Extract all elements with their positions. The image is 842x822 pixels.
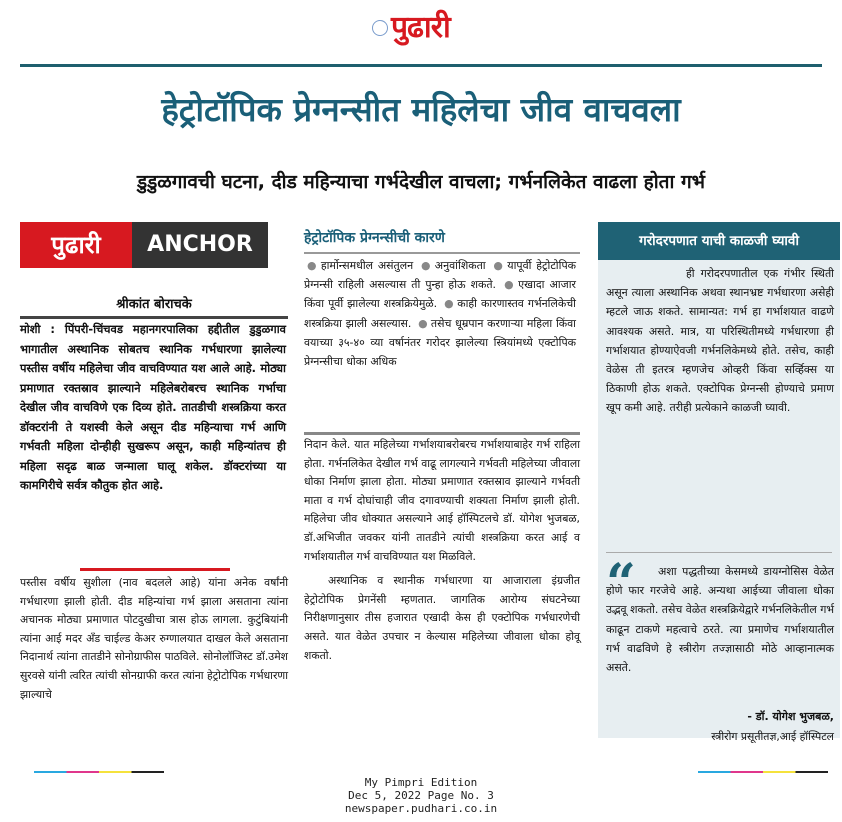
body-divider: [304, 432, 580, 435]
causes-title: हेट्रोटॉपिक प्रेग्नन्सीची कारणे: [304, 230, 445, 246]
body-paragraph: निदान केले. यात महिलेच्या गर्भाशयाबरोबरच गर्भाशयाबाहेर गर्भ राहिला होता. गर्भनलिकेत देखील गर्भ वाढू लागल्याने गर्भवती महिलेच्या जीवाला धोका निर्माण झाला होता. मोठ्या प्रमाणात रक्तस्राव झाल्याने गर्भवती माता व गर्भ दोघांचाही जीव दगावण्याची शक्यता निर्माण झाली होती. महिलेचा जीव धोक्यात असल्याने आई हॉस्पिटलचे डॉ. योगेश भुजबळ, डॉ.अभिजीत जवकर यांनी तातडीने त्यांची शस्त्रक्रिया करत आई व गर्भाशयातील गर्भ वाचविण्यात यश मिळविले.: [304, 438, 580, 563]
anchor-label: ANCHOR: [132, 222, 268, 268]
bullet-icon: ●: [307, 259, 318, 272]
bullet-icon: ●: [504, 278, 516, 292]
footer-date-page: Dec 5, 2022 Page No. 3: [348, 789, 494, 802]
causes-divider: [304, 252, 580, 254]
footer-edition: My Pimpri Edition: [364, 776, 478, 789]
color-bar-left: [34, 771, 164, 773]
headline: हेट्रोटॉपिक प्रेग्नन्सीत महिलेचा जीव वाचवला: [161, 90, 681, 129]
care-text: ही गरोदरपणातील एक गंभीर स्थिती असून त्याला अस्थानिक अथवा स्थानभ्रष्ट गर्भधारणा असेही म्हटले जाऊ शकते. सामान्यत: गर्भ हा गर्भाशयात वाढणे आवश्यक असते. मात्र, या परिस्थितीमध्ये गर्भधारणा ही गर्भाशयात होण्याऐवजी गर्भनलिकेमध्ये होते. तसेच, काही वेळेस ती इतरत्र म्हणजेच ओव्हरी किंवा सर्व्हिक्स या ठिकाणी होऊ शकते. एक्टोपिक प्रेग्नन्सी होण्याचे प्रमाण खूप कमी आहे. तरीही प्रत्येकाने काळजी घ्यावी.: [606, 267, 834, 415]
color-bar-right: [698, 771, 828, 773]
column-middle: [304, 222, 580, 752]
column-right: [598, 222, 840, 752]
lead-divider: [80, 568, 230, 571]
lead-paragraph: मोशी : पिंपरी-चिंचवड महानगरपालिका हद्दीतील डुडुळगाव भागातील अस्थानिक सोबतच स्थानिक गर्भधारणा झालेल्या पस्तीस वर्षीय महिलेचा जीव वाचविण्यात यश आले आहे. मोठ्या प्रमाणात रक्तस्राव झाल्याने महिलेबरोबरच स्थानिक गर्भाचा देखील जीव वाचविणे एक दिव्य होते. तातडीची शस्त्रक्रिया करत डॉक्टरांनी ते यशस्वी केले असून दीड महिन्याचा गर्भ आणि गर्भवती महिला दोन्हीही सुखरूप असून, काही महिन्यांतच ही महिला सदृढ बाळ जन्माला घालू शकेल. डॉक्टरांच्या या कामगिरीचे सर्वत्र कौतुक होत आहे.: [20, 322, 286, 492]
cause-item: एखादा आजार किंवा पूर्वी झालेल्या शस्त्रक्रियेमुळे.: [304, 278, 576, 311]
footer: [260, 776, 582, 815]
bullet-icon: ●: [420, 259, 432, 272]
column-left: [20, 222, 288, 752]
cause-item: तसेच धूम्रपान करणाऱ्या महिला किंवा वयाच्या ३५-४० व्या वर्षानंतर गरोदर झालेल्या स्त्रियांमध्ये एक्टोपिक प्रेग्नन्सीचा धोका अधिक: [304, 316, 576, 369]
anchor-badge: [20, 222, 268, 268]
logo-text: पुढारी: [391, 10, 450, 45]
byline: श्रीकांत बोराचके: [116, 297, 192, 312]
cause-item: काही कारणास्तव गर्भनलिकेची शस्त्रक्रिया झाली असल्यास.: [304, 297, 576, 330]
doctor-designation: स्त्रीरोग प्रसूतीतज्ञ,आई हॉस्पिटल: [711, 730, 834, 743]
body-paragraph: अस्थानिक व स्थानीक गर्भधारणा या आजाराला इंग्रजीत हेट्रोटोपिक प्रेगनेंसी म्हणतात. जागतिक आरोग्य संघटनेच्या निरीक्षणानुसार तीस हजारात एखादी केस ही एक्टोपिक गर्भधारणेची असते. यात वेळेत उपचार न केल्यास महिलेच्या जीवाला धोका होवू शकतो.: [304, 574, 580, 662]
cause-item: यापूर्वी हेट्रोटोपिक प्रेग्नन्सी राहिली असल्यास ती पुन्हा होऊ शकते.: [304, 259, 576, 292]
seal-icon: [372, 20, 388, 36]
quote-icon: “: [606, 553, 636, 614]
byline-divider: [20, 316, 288, 319]
anchor-logo: पुढारी: [20, 222, 132, 268]
cause-item: हार्मोन्समधील असंतुलन: [320, 259, 414, 272]
subheadline: डुडुळगावची घटना, दीड महिन्याचा गर्भदेखील वाचला; गर्भनलिकेत वाढला होता गर्भ: [136, 171, 706, 193]
bullet-icon: ●: [444, 297, 455, 311]
masthead-logo: [372, 8, 472, 48]
doctor-quote: अशा पद्धतीच्या केसमध्ये डायग्नोसिस वेळेत होणे फार गरजेचे आहे. अन्यथा आईच्या जीवाला धोका उद्भवू शकतो. तसेच वेळेत शस्त्रक्रियेद्वारे गर्भनलिकेतील गर्भ काढून टाकणे महत्वाचे ठरते. त्या प्रमाणेच गर्भाशयातील गर्भ वाढविणे हे स्त्रीरोग तज्ज्ञासाठी मोठे आव्हानात्मक असते.: [606, 565, 834, 675]
cause-item: अनुवांशिकता: [434, 259, 486, 272]
footer-url[interactable]: newspaper.pudhari.co.in: [344, 802, 498, 815]
body-paragraph-left: पस्तीस वर्षीय सुशीला (नाव बदलले आहे) यांना अनेक वर्षांनी गर्भधारणा झाली होती. दीड महिन्यांचा गर्भ झाला असताना त्यांना अचानक मोठ्या प्रमाणात पोटदुखीचा त्रास होऊ लागला. कुटुंबियांनी त्यांना आई मदर अँड चाईल्ड केअर रुग्णालयात दाखल केले असताना निदानार्थ त्यांना तातडीने सोनोग्राफीस पाठविले. सोनोलॉजिस्ट डॉ.उमेश सुरवसे यांनी त्वरित त्यांची सोनग्राफी करत त्यांना हेट्रोटोपिक गर्भधारणा झाल्याचे: [20, 576, 288, 701]
causes-list: [304, 256, 576, 371]
care-title: गरोदरपणात याची काळजी घ्यावी: [598, 222, 840, 260]
bullet-icon: ●: [493, 259, 505, 272]
care-divider: [606, 552, 832, 553]
care-box: [598, 260, 840, 743]
doctor-signature: - डॉ. योगेश भुजबळ,: [747, 710, 834, 723]
bullet-icon: ●: [418, 316, 428, 330]
top-divider: [20, 64, 822, 67]
body-text-middle: [304, 436, 580, 665]
